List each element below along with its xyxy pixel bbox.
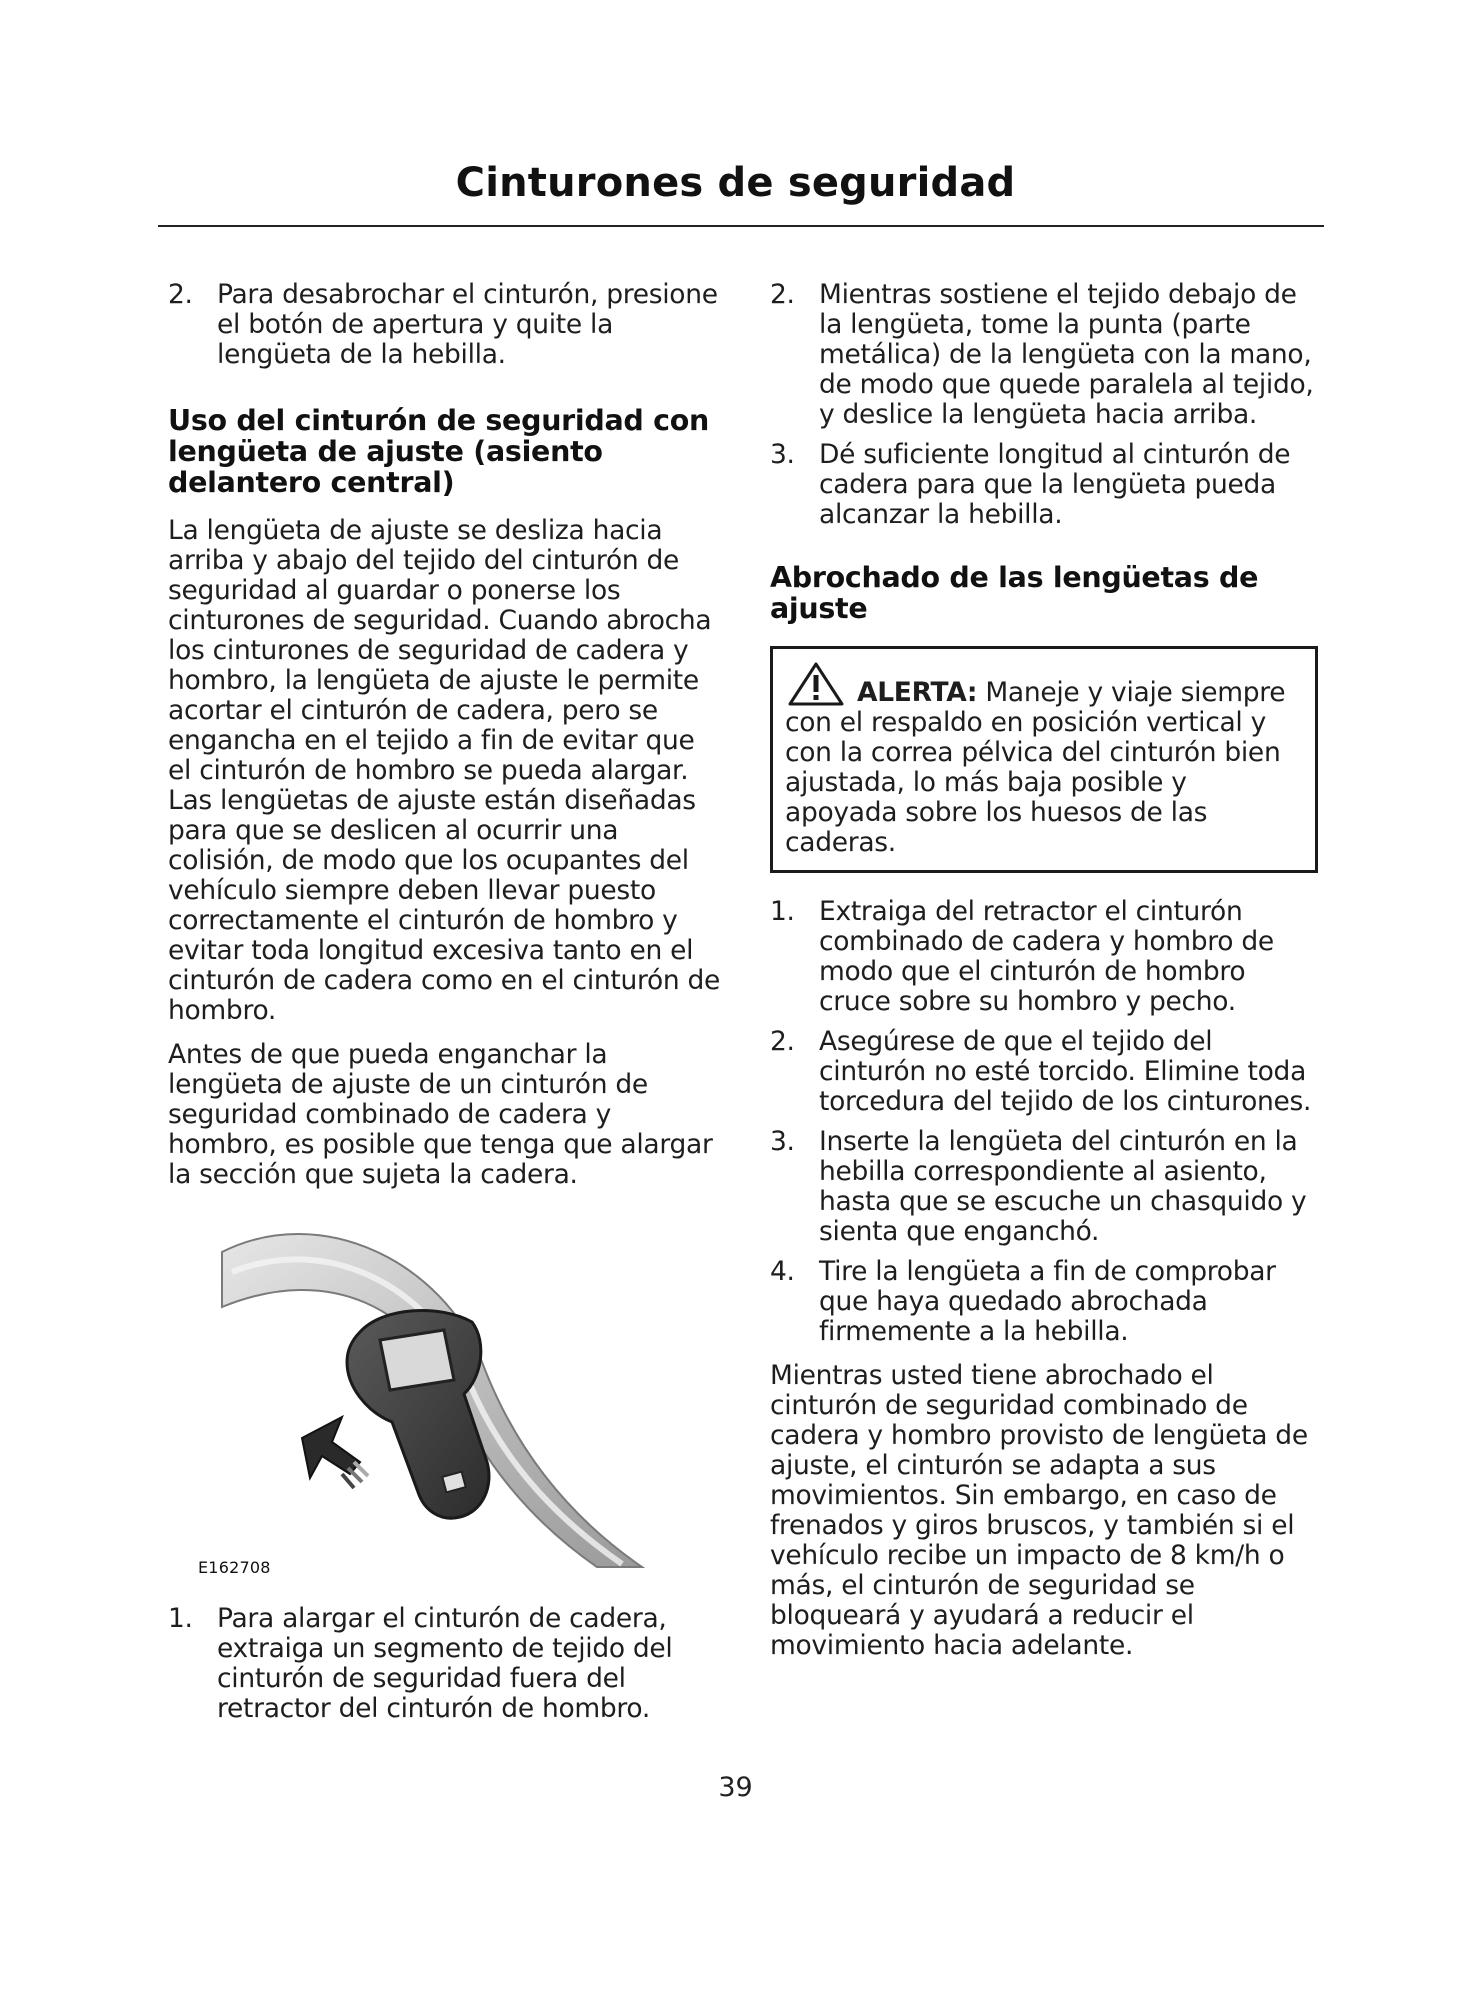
list-text: Para desabrochar el cinturón, presione el botón de apertura y quite la lengüeta de la hebilla.	[217, 279, 718, 370]
list-text: Mientras sostiene el tejido debajo de la lengüeta, tome la punta (parte metálica) de la lengüeta con la mano, de modo que quede paralela al tejido, y deslice la lengüeta hacia arriba.	[819, 279, 1314, 430]
list-number: 2.	[168, 279, 193, 310]
list-text: Extraiga del retractor el cinturón combinado de cadera y hombro de modo que el cinturón de hombro cruce sobre su hombro y pecho.	[819, 896, 1274, 1017]
list-number: 1.	[770, 896, 795, 927]
list-item	[168, 1604, 722, 1724]
belt-tongue-illustration	[182, 1212, 652, 1578]
page-title: Cinturones de seguridad	[455, 160, 1016, 206]
list-number: 2.	[770, 1026, 795, 1057]
list-item	[770, 1257, 1318, 1347]
section-heading: Uso del cinturón de seguridad con lengüeta de ajuste (asiento delantero central)	[168, 404, 710, 499]
left-column	[168, 280, 722, 1724]
figure-code: E162708	[198, 1558, 271, 1577]
list-item	[770, 280, 1318, 430]
alert-text: Maneje y viaje siempre con el respaldo en posición vertical y con la correa pélvica del cinturón bien ajustada, lo más baja posible y apoyada sobre los huesos de las caderas.	[785, 677, 1286, 858]
alert-paragraph	[785, 661, 1305, 858]
list-number: 2.	[770, 279, 795, 310]
page-number: 39	[718, 1772, 753, 1803]
list-number: 1.	[168, 1603, 193, 1634]
belt-tongue-drawing	[182, 1212, 652, 1578]
right-column	[770, 280, 1318, 1661]
list-item	[770, 440, 1318, 530]
list-item	[770, 897, 1318, 1017]
body-paragraph: Mientras usted tiene abrochado el cinturón de seguridad combinado de cadera y hombro provisto de lengüeta de ajuste, el cinturón se adapta a sus movimientos. Sin embargo, en caso de frenados y giros bruscos, y también si el vehículo recibe un impacto de 8 km/h o más, el cinturón de seguridad se bloqueará y ayudará a reducir el movimiento hacia adelante.	[770, 1360, 1308, 1661]
list-item	[770, 1027, 1318, 1117]
list-text: Para alargar el cinturón de cadera, extraiga un segmento de tejido del cinturón de seguridad fuera del retractor del cinturón de hombro.	[217, 1603, 673, 1724]
body-paragraph: La lengüeta de ajuste se desliza hacia arriba y abajo del tejido del cinturón de seguridad al guardar o ponerse los cinturones de seguridad. Cuando abrocha los cinturones de seguridad de cadera y hombro, la lengüeta de ajuste le permite acortar el cinturón de cadera, pero se engancha en el tejido a fin de evitar que el cinturón de hombro se pueda alargar. Las lengüetas de ajuste están diseñadas para que se deslicen al ocurrir una colisión, de modo que los ocupantes del vehículo siempre deben llevar puesto correctamente el cinturón de hombro y evitar toda longitud excesiva tanto en el cinturón de cadera como en el cinturón de hombro.	[168, 515, 721, 1026]
list-text: Inserte la lengüeta del cinturón en la hebilla correspondiente al asiento, hasta que se escuche un chasquido y sienta que enganchó.	[819, 1126, 1307, 1247]
alert-box	[770, 646, 1318, 873]
list-number: 3.	[770, 439, 795, 470]
list-number: 3.	[770, 1126, 795, 1157]
list-text: Dé suficiente longitud al cinturón de cadera para que la lengüeta pueda alcanzar la hebilla.	[819, 439, 1291, 530]
list-item	[770, 1127, 1318, 1247]
section-heading: Abrochado de las lengüetas de ajuste	[770, 561, 1259, 625]
body-paragraph: Antes de que pueda enganchar la lengüeta de ajuste de un cinturón de seguridad combinado de cadera y hombro, es posible que tenga que alargar la sección que sujeta la cadera.	[168, 1039, 713, 1190]
warning-triangle-icon	[787, 661, 845, 707]
alert-label: ALERTA:	[857, 677, 978, 708]
header-divider	[158, 225, 1324, 227]
list-text: Tire la lengüeta a fin de comprobar que haya quedado abrochada firmemente a la hebilla.	[819, 1256, 1276, 1347]
list-text: Asegúrese de que el tejido del cinturón no esté torcido. Elimine toda torcedura del tejido de los cinturones.	[819, 1026, 1312, 1117]
list-number: 4.	[770, 1256, 795, 1287]
list-item	[168, 280, 722, 370]
